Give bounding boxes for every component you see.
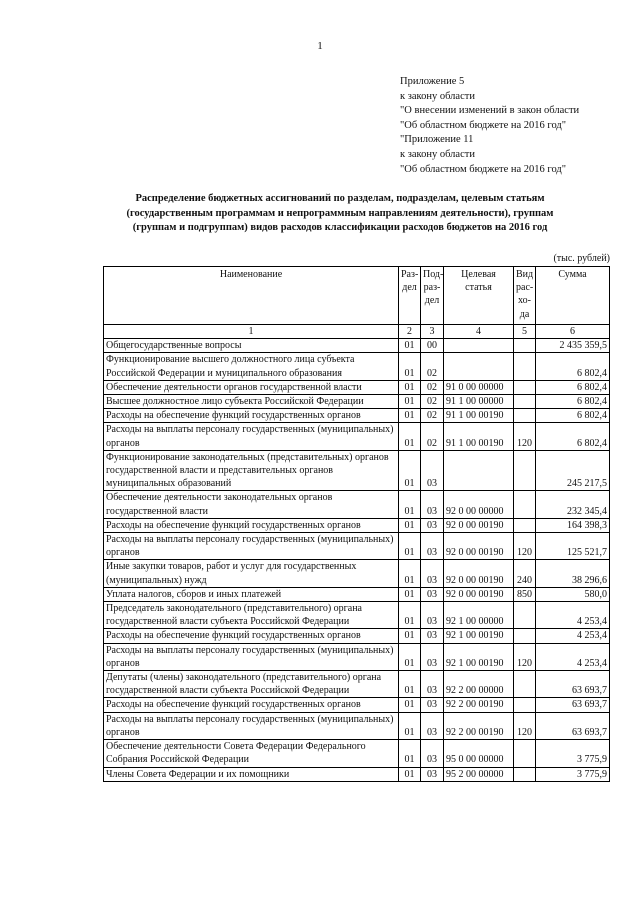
col-header-name: Наименование xyxy=(104,267,399,325)
cell-type xyxy=(514,450,536,491)
cell-subsection: 03 xyxy=(421,643,444,670)
col-header-section: Раз- дел xyxy=(399,267,421,325)
cell-type xyxy=(514,698,536,712)
table-row xyxy=(104,423,610,450)
cell-amount: 2 435 359,5 xyxy=(536,339,610,353)
table-row xyxy=(104,602,610,629)
cell-amount: 4 253,4 xyxy=(536,643,610,670)
cell-type: 120 xyxy=(514,643,536,670)
cell-amount: 6 802,4 xyxy=(536,380,610,394)
appendix-line: Приложение 5 xyxy=(400,76,465,87)
cell-amount: 38 296,6 xyxy=(536,560,610,587)
cell-type: 120 xyxy=(514,712,536,739)
cell-target: 91 1 00 00190 xyxy=(444,409,514,423)
table-row xyxy=(104,533,610,560)
cell-section: 01 xyxy=(399,671,421,698)
column-number: 5 xyxy=(514,325,536,339)
table-row xyxy=(104,643,610,670)
cell-name: Расходы на выплаты персоналу государственных (муниципальных) органов xyxy=(104,423,399,450)
cell-name: Высшее должностное лицо субъекта Российской Федерации xyxy=(104,395,399,409)
cell-name: Функционирование законодательных (представительных) органов государственной власти и представительных органов муниципальных образований xyxy=(104,450,399,491)
column-number: 3 xyxy=(421,325,444,339)
table-row xyxy=(104,767,610,781)
cell-subsection: 00 xyxy=(421,339,444,353)
cell-amount: 164 398,3 xyxy=(536,518,610,532)
cell-type: 240 xyxy=(514,560,536,587)
appendix-line: к закону области xyxy=(400,148,475,160)
cell-amount: 125 521,7 xyxy=(536,533,610,560)
column-number: 1 xyxy=(104,325,399,339)
cell-name: Расходы на выплаты персоналу государственных (муниципальных) органов xyxy=(104,533,399,560)
cell-section: 01 xyxy=(399,767,421,781)
cell-name: Члены Совета Федерации и их помощники xyxy=(104,767,399,781)
cell-subsection: 03 xyxy=(421,712,444,739)
cell-name: Расходы на обеспечение функций государственных органов xyxy=(104,409,399,423)
cell-subsection: 03 xyxy=(421,767,444,781)
cell-name: Расходы на обеспечение функций государственных органов xyxy=(104,698,399,712)
col-header-target: Целевая статья xyxy=(444,267,514,325)
table-row xyxy=(104,395,610,409)
table-row xyxy=(104,698,610,712)
cell-section: 01 xyxy=(399,339,421,353)
cell-subsection: 03 xyxy=(421,629,444,643)
cell-type xyxy=(514,518,536,532)
cell-amount: 232 345,4 xyxy=(536,491,610,518)
cell-name: Расходы на обеспечение функций государственных органов xyxy=(104,629,399,643)
cell-section: 01 xyxy=(399,491,421,518)
cell-type: 850 xyxy=(514,587,536,601)
cell-target: 92 1 00 00190 xyxy=(444,629,514,643)
document-title xyxy=(100,192,580,236)
cell-type xyxy=(514,629,536,643)
cell-target: 92 1 00 00000 xyxy=(444,602,514,629)
cell-amount: 6 802,4 xyxy=(536,353,610,380)
cell-subsection: 03 xyxy=(421,560,444,587)
cell-target: 92 0 00 00000 xyxy=(444,491,514,518)
cell-name: Общегосударственные вопросы xyxy=(104,339,399,353)
cell-target: 92 2 00 00190 xyxy=(444,698,514,712)
cell-target: 92 0 00 00190 xyxy=(444,560,514,587)
cell-amount: 3 775,9 xyxy=(536,767,610,781)
title-line: (группам и подгруппам) видов расходов классификации расходов бюджетов на 2016 год xyxy=(132,222,548,234)
cell-subsection: 02 xyxy=(421,380,444,394)
column-number-row xyxy=(104,325,610,339)
cell-section: 01 xyxy=(399,518,421,532)
cell-type xyxy=(514,395,536,409)
cell-section: 01 xyxy=(399,629,421,643)
title-line: (государственным программам и непрограммным направлениям деятельности), группам xyxy=(126,207,554,219)
cell-name: Расходы на обеспечение функций государственных органов xyxy=(104,518,399,532)
cell-target: 95 0 00 00000 xyxy=(444,740,514,767)
cell-target: 92 0 00 00190 xyxy=(444,518,514,532)
column-number: 4 xyxy=(444,325,514,339)
cell-section: 01 xyxy=(399,712,421,739)
cell-type xyxy=(514,491,536,518)
cell-type xyxy=(514,671,536,698)
cell-type: 120 xyxy=(514,533,536,560)
cell-name: Уплата налогов, сборов и иных платежей xyxy=(104,587,399,601)
table-row xyxy=(104,380,610,394)
cell-section: 01 xyxy=(399,380,421,394)
col-header-amount: Сумма xyxy=(536,267,610,325)
cell-target: 95 2 00 00000 xyxy=(444,767,514,781)
cell-amount: 6 802,4 xyxy=(536,395,610,409)
cell-target: 91 1 00 00000 xyxy=(444,395,514,409)
budget-table xyxy=(103,266,610,782)
table-row xyxy=(104,353,610,380)
table-header-row xyxy=(104,267,610,325)
cell-subsection: 03 xyxy=(421,671,444,698)
cell-target xyxy=(444,353,514,380)
table-row xyxy=(104,409,610,423)
cell-section: 01 xyxy=(399,423,421,450)
cell-subsection: 03 xyxy=(421,491,444,518)
page-number: 1 xyxy=(317,40,323,52)
appendix-line: к закону области xyxy=(400,90,475,102)
cell-target: 92 0 00 00190 xyxy=(444,533,514,560)
cell-subsection: 02 xyxy=(421,395,444,409)
cell-amount: 3 775,9 xyxy=(536,740,610,767)
cell-section: 01 xyxy=(399,740,421,767)
cell-type xyxy=(514,602,536,629)
table-row xyxy=(104,450,610,491)
cell-type xyxy=(514,740,536,767)
table-row xyxy=(104,671,610,698)
title-line: Распределение бюджетных ассигнований по разделам, подразделам, целевым статьям xyxy=(135,193,545,204)
cell-target xyxy=(444,339,514,353)
cell-amount: 245 217,5 xyxy=(536,450,610,491)
table-row xyxy=(104,587,610,601)
cell-type xyxy=(514,380,536,394)
cell-target: 92 2 00 00000 xyxy=(444,671,514,698)
table-row xyxy=(104,560,610,587)
table-row xyxy=(104,629,610,643)
cell-section: 01 xyxy=(399,533,421,560)
cell-amount: 63 693,7 xyxy=(536,698,610,712)
cell-target: 92 0 00 00190 xyxy=(444,587,514,601)
cell-subsection: 03 xyxy=(421,533,444,560)
cell-name: Обеспечение деятельности органов государственной власти xyxy=(104,380,399,394)
cell-target: 91 1 00 00190 xyxy=(444,423,514,450)
cell-name: Расходы на выплаты персоналу государственных (муниципальных) органов xyxy=(104,712,399,739)
table-row xyxy=(104,518,610,532)
appendix-line: "О внесении изменений в закон области xyxy=(400,105,580,117)
cell-target: 92 1 00 00190 xyxy=(444,643,514,670)
appendix-line: "Приложение 11 xyxy=(400,134,474,146)
cell-type xyxy=(514,339,536,353)
col-header-type: Вид рас- хо- да xyxy=(514,267,536,325)
cell-amount: 6 802,4 xyxy=(536,423,610,450)
cell-name: Обеспечение деятельности Совета Федерации Федерального Собрания Российской Федерации xyxy=(104,740,399,767)
cell-name: Председатель законодательного (представительного) органа государственной власти субъекта Российской Федерации xyxy=(104,602,399,629)
units-label: (тыс. рублей) xyxy=(553,253,610,264)
cell-type xyxy=(514,353,536,380)
cell-section: 01 xyxy=(399,587,421,601)
cell-subsection: 02 xyxy=(421,409,444,423)
appendix-line: "Об областном бюджете на 2016 год" xyxy=(400,119,567,131)
cell-name: Обеспечение деятельности законодательных органов государственной власти xyxy=(104,491,399,518)
cell-amount: 63 693,7 xyxy=(536,712,610,739)
cell-subsection: 02 xyxy=(421,353,444,380)
cell-target xyxy=(444,450,514,491)
cell-subsection: 03 xyxy=(421,740,444,767)
column-number: 6 xyxy=(536,325,610,339)
cell-amount: 4 253,4 xyxy=(536,629,610,643)
cell-subsection: 03 xyxy=(421,602,444,629)
cell-section: 01 xyxy=(399,560,421,587)
cell-section: 01 xyxy=(399,353,421,380)
cell-amount: 63 693,7 xyxy=(536,671,610,698)
cell-name: Функционирование высшего должностного лица субъекта Российской Федерации и муниципального образования xyxy=(104,353,399,380)
cell-target: 92 2 00 00190 xyxy=(444,712,514,739)
cell-subsection: 03 xyxy=(421,698,444,712)
cell-subsection: 03 xyxy=(421,450,444,491)
cell-name: Расходы на выплаты персоналу государственных (муниципальных) органов xyxy=(104,643,399,670)
appendix-line: "Об областном бюджете на 2016 год" xyxy=(400,163,567,175)
appendix-header xyxy=(400,75,579,177)
cell-target: 91 0 00 00000 xyxy=(444,380,514,394)
cell-section: 01 xyxy=(399,409,421,423)
table-row xyxy=(104,339,610,353)
cell-section: 01 xyxy=(399,395,421,409)
col-header-subsection: Под- раз- дел xyxy=(421,267,444,325)
table-row xyxy=(104,491,610,518)
cell-section: 01 xyxy=(399,698,421,712)
cell-name: Иные закупки товаров, работ и услуг для государственных (муниципальных) нужд xyxy=(104,560,399,587)
cell-subsection: 03 xyxy=(421,518,444,532)
table-row xyxy=(104,712,610,739)
cell-section: 01 xyxy=(399,643,421,670)
cell-subsection: 03 xyxy=(421,587,444,601)
cell-amount: 580,0 xyxy=(536,587,610,601)
cell-amount: 4 253,4 xyxy=(536,602,610,629)
cell-section: 01 xyxy=(399,450,421,491)
cell-subsection: 02 xyxy=(421,423,444,450)
table-row xyxy=(104,740,610,767)
column-number: 2 xyxy=(399,325,421,339)
cell-type xyxy=(514,767,536,781)
cell-name: Депутаты (члены) законодательного (представительного) органа государственной власти субъекта Российской Федерации xyxy=(104,671,399,698)
cell-amount: 6 802,4 xyxy=(536,409,610,423)
cell-section: 01 xyxy=(399,602,421,629)
table-body xyxy=(104,339,610,782)
cell-type xyxy=(514,409,536,423)
cell-type: 120 xyxy=(514,423,536,450)
